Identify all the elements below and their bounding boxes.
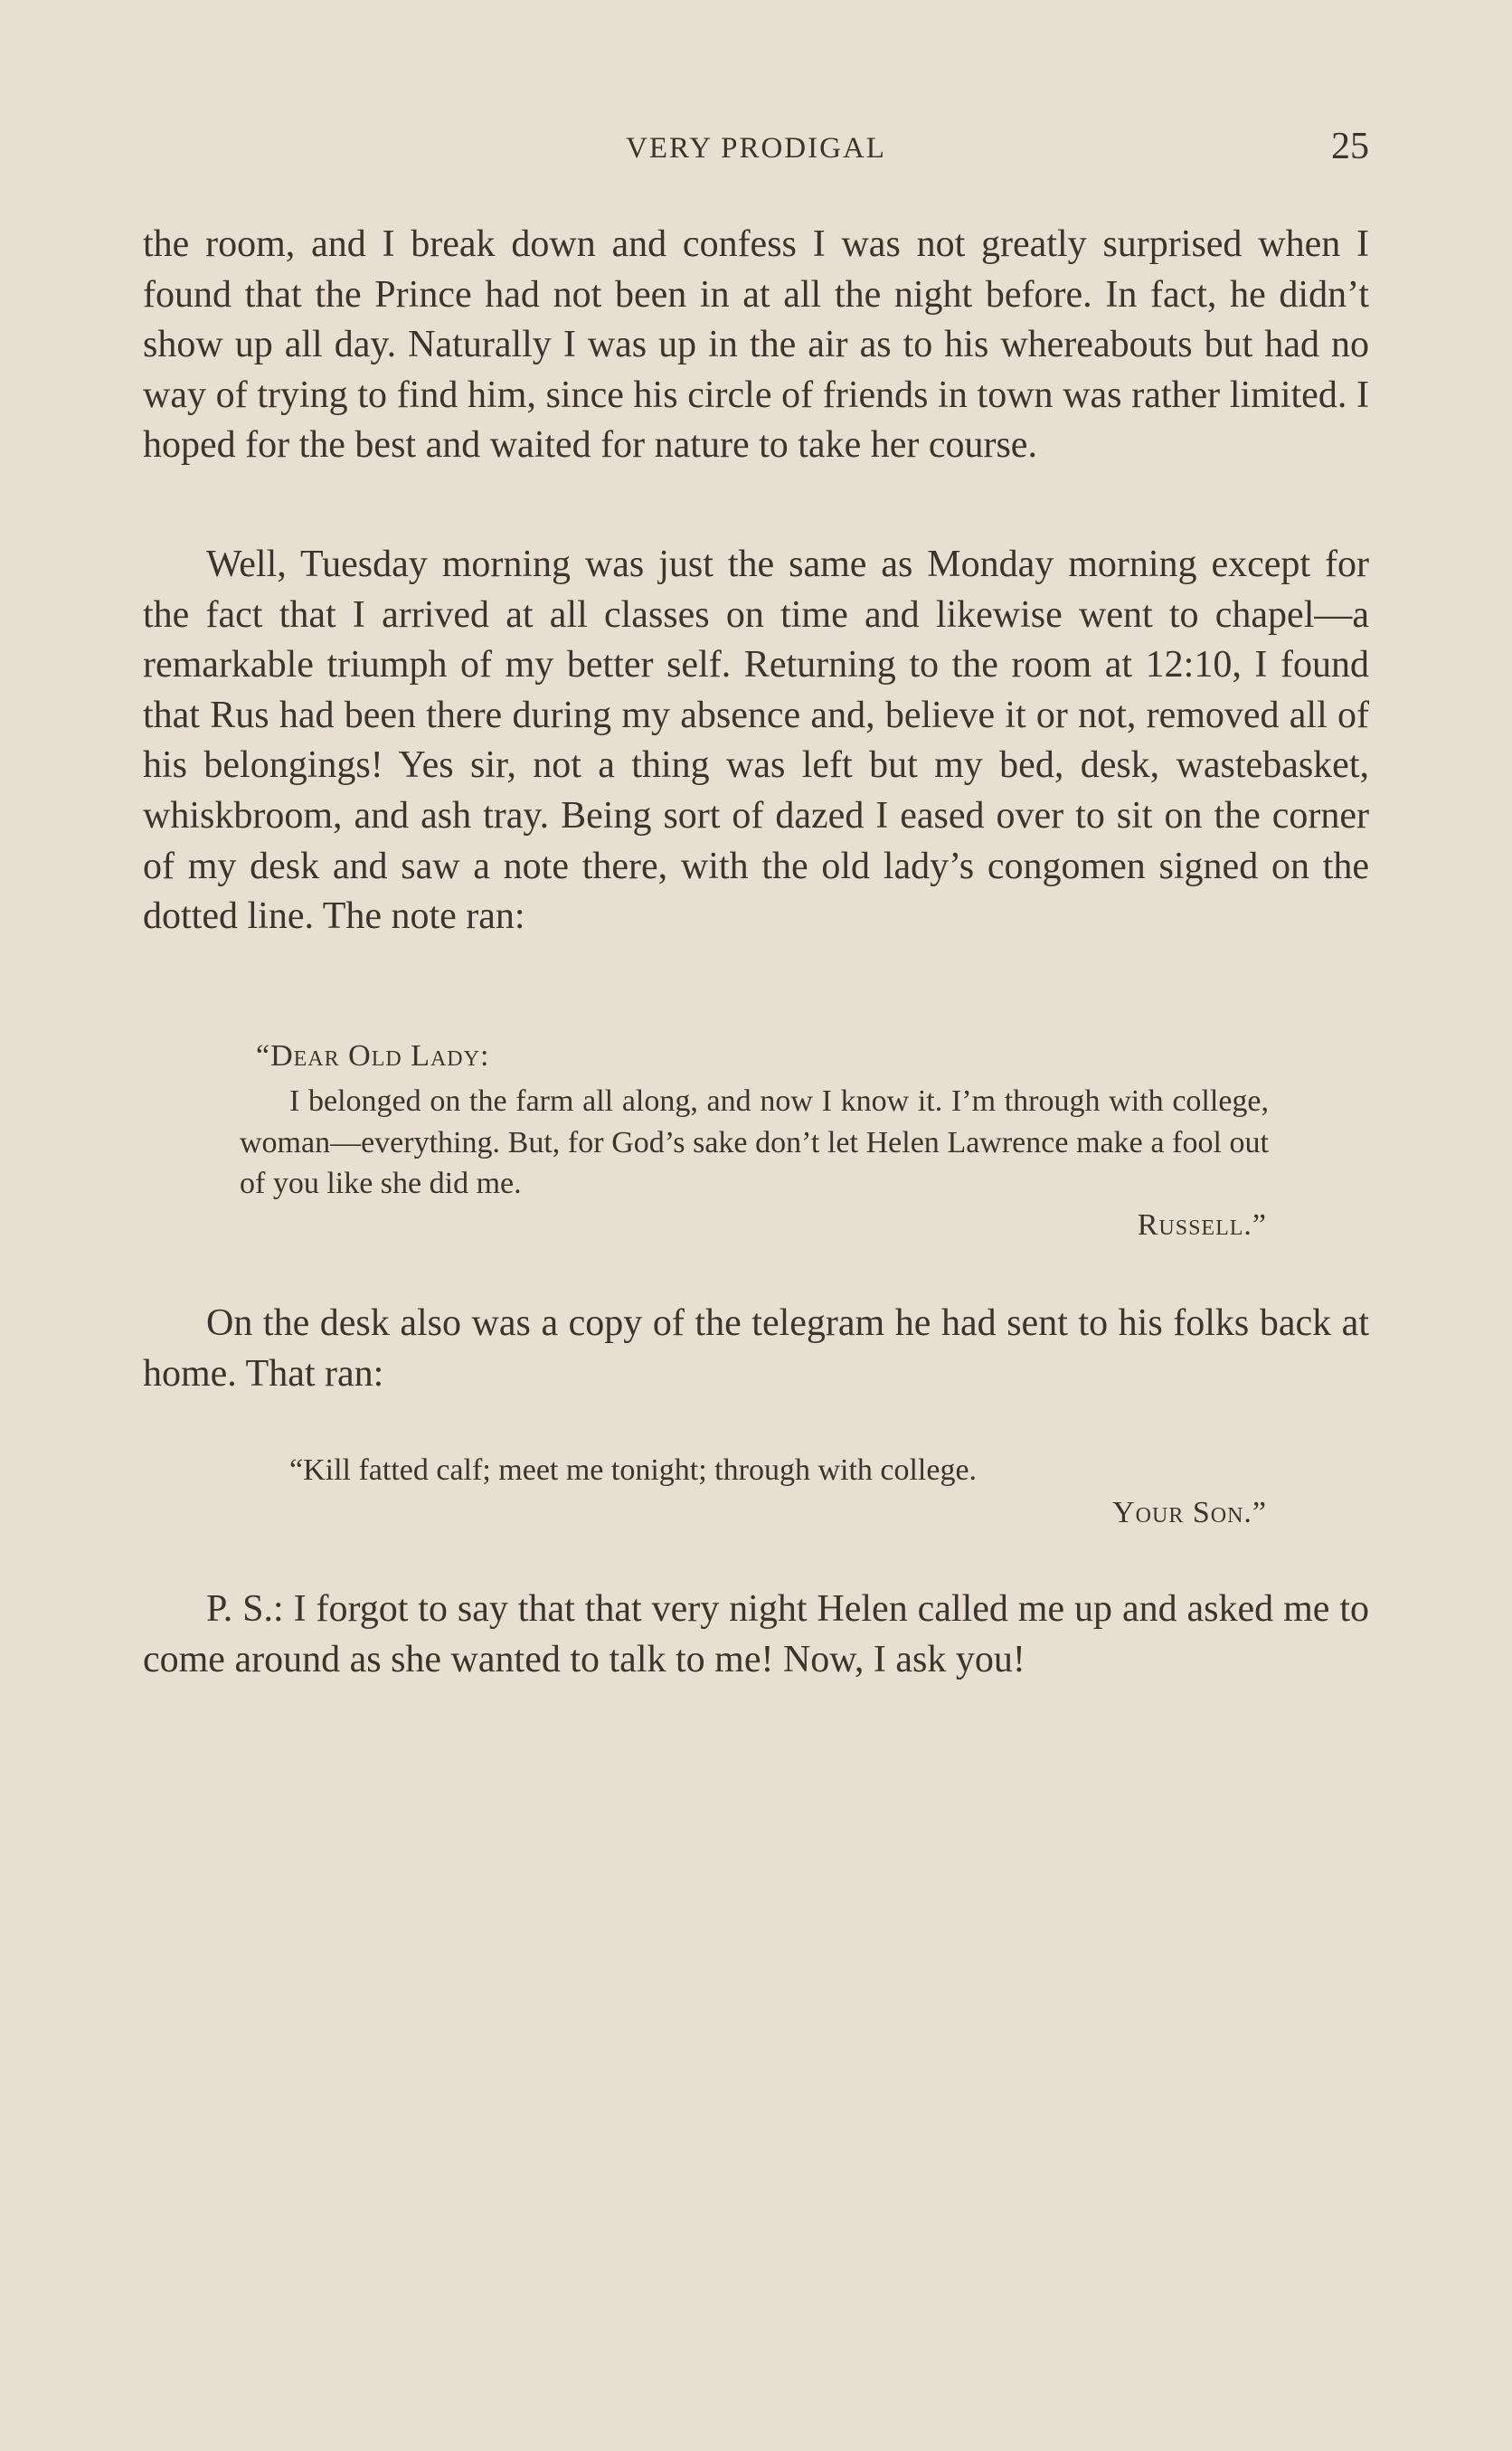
running-head [143,125,1369,179]
paragraph-4: P. S.: I forgot to say that that very night Helen called me up and asked me to come around as she wanted to talk to me! Now, I ask you! [143,1588,1369,1680]
telegram-body: “Kill fatted calf; meet me tonight; through with college. [289,1453,978,1487]
paragraph-1: the room, and I break down and confess I was not greatly surprised when I found that the Prince had not been in at all the night before. In fact, he didn’t show up all day. Naturally I was up in the air as to his whereabouts but had no way of trying to find him, since his circle of friends in town was rather limited. I hoped for the best and waited for nature to take her course. [143,223,1369,467]
note-body: I belonged on the farm all along, and now I know it. I’m through with college, woman—everything. But, for God’s sake don’t let Helen Lawrence make a fool out of you like she did me. [240,1084,1269,1200]
paragraph-2: Well, Tuesday morning was just the same as Monday morning except for the fact that I arrived at all classes on time and likewise went to chapel—a remarkable triumph of my better self. Returning to the room at 12:10, I found that Rus had been there during my absence and, believe it or not, removed all of his belongings! Yes sir, not a thing was left but my bed, desk, wastebasket, whiskbroom, and ash tray. Being sort of dazed I eased over to sit on the corner of my desk and saw a note there, with the old lady’s congomen signed on the dotted line. The note ran: [143,544,1369,938]
page-number: 25 [1331,126,1369,167]
telegram-signature: Your Son.” [1112,1496,1267,1529]
note-signature: Russell.” [1137,1208,1267,1242]
paragraph-3: On the desk also was a copy of the telegram he had sent to his folks back at home. That ran: [143,1302,1369,1395]
note-salutation: “Dear Old Lady: [256,1039,490,1073]
running-title: VERY PRODIGAL [626,132,886,165]
